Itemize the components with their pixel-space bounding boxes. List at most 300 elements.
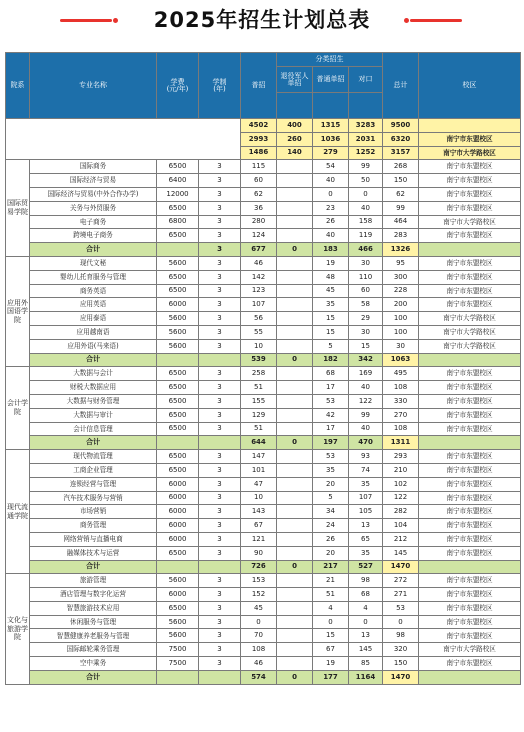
grand-total-campus: 南宁市大学路校区	[419, 146, 521, 160]
normal-single-count: 40	[313, 229, 349, 243]
study-years: 3	[199, 256, 241, 270]
table-row	[6, 519, 521, 533]
major-name: 应用外语(马来语)	[30, 339, 157, 353]
study-years: 3	[199, 643, 241, 657]
total-count: 283	[383, 229, 419, 243]
grand-total-veteran: 140	[277, 146, 313, 160]
general-count: 10	[241, 491, 277, 505]
general-count: 55	[241, 325, 277, 339]
campus-name: 南宁市东盟校区	[419, 284, 521, 298]
subtotal-normal-single: 182	[313, 353, 349, 367]
campus-name: 南宁市东盟校区	[419, 408, 521, 422]
normal-single-count: 19	[313, 657, 349, 671]
general-count: 143	[241, 505, 277, 519]
veteran-count	[277, 643, 313, 657]
general-count: 51	[241, 422, 277, 436]
tuition-fee: 6500	[157, 160, 199, 174]
table-row	[6, 643, 521, 657]
major-name: 跨境电子商务	[30, 229, 157, 243]
general-count: 45	[241, 601, 277, 615]
campus-name: 南宁市东盟校区	[419, 422, 521, 436]
table-row	[6, 615, 521, 629]
campus-name: 南宁市东盟校区	[419, 546, 521, 560]
table-row	[6, 284, 521, 298]
grand-total-campus: 南宁市东盟校区	[419, 132, 521, 146]
campus-name: 南宁市东盟校区	[419, 450, 521, 464]
counterpart-count: 158	[349, 215, 383, 229]
subtotal-campus	[419, 670, 521, 684]
tuition-fee: 6000	[157, 505, 199, 519]
campus-name: 南宁市东盟校区	[419, 381, 521, 395]
general-count: 129	[241, 408, 277, 422]
subtotal-normal-single: 217	[313, 560, 349, 574]
study-years: 3	[199, 629, 241, 643]
study-years: 3	[199, 367, 241, 381]
normal-single-count: 15	[313, 629, 349, 643]
major-name: 网络营销与直播电商	[30, 532, 157, 546]
header-counterpart: 对口	[349, 67, 383, 93]
header-general: 普招	[241, 53, 277, 119]
table-row	[6, 312, 521, 326]
table-row	[6, 394, 521, 408]
subtotal-campus	[419, 353, 521, 367]
veteran-count	[277, 187, 313, 201]
subtotal-years	[199, 560, 241, 574]
table-row	[6, 629, 521, 643]
normal-single-count: 53	[313, 450, 349, 464]
subtotal-veteran: 0	[277, 560, 313, 574]
general-count: 46	[241, 256, 277, 270]
table-row	[6, 367, 521, 381]
general-count: 155	[241, 394, 277, 408]
campus-name: 南宁市大学路校区	[419, 312, 521, 326]
total-count: 104	[383, 519, 419, 533]
table-row	[6, 381, 521, 395]
general-count: 153	[241, 574, 277, 588]
grand-total-total: 9500	[383, 119, 419, 133]
table-row	[6, 546, 521, 560]
normal-single-count: 19	[313, 256, 349, 270]
study-years: 3	[199, 298, 241, 312]
subtotal-counterpart: 527	[349, 560, 383, 574]
counterpart-count: 93	[349, 450, 383, 464]
subtotal-years: 3	[199, 243, 241, 257]
normal-single-count: 42	[313, 408, 349, 422]
major-name: 现代物流管理	[30, 450, 157, 464]
counterpart-count: 60	[349, 284, 383, 298]
major-name: 应用泰语	[30, 312, 157, 326]
table-row	[6, 174, 521, 188]
subtotal-campus	[419, 436, 521, 450]
subtotal-normal-single: 177	[313, 670, 349, 684]
campus-name: 南宁市东盟校区	[419, 588, 521, 602]
normal-single-count: 0	[313, 615, 349, 629]
subtotal-general: 726	[241, 560, 277, 574]
counterpart-count: 65	[349, 532, 383, 546]
subtotal-row	[6, 353, 521, 367]
header-veteran-spacer	[277, 93, 313, 119]
major-name: 大数据与会计	[30, 367, 157, 381]
tuition-fee: 5600	[157, 339, 199, 353]
counterpart-count: 13	[349, 629, 383, 643]
header-years: 学制 (年)	[199, 53, 241, 119]
veteran-count	[277, 270, 313, 284]
major-name: 融媒体技术与运营	[30, 546, 157, 560]
table-row	[6, 422, 521, 436]
normal-single-count: 35	[313, 298, 349, 312]
table-row	[6, 588, 521, 602]
study-years: 3	[199, 312, 241, 326]
study-years: 3	[199, 229, 241, 243]
counterpart-count: 4	[349, 601, 383, 615]
major-name: 旅游管理	[30, 574, 157, 588]
total-count: 293	[383, 450, 419, 464]
normal-single-count: 26	[313, 532, 349, 546]
normal-single-count: 20	[313, 546, 349, 560]
counterpart-count: 145	[349, 643, 383, 657]
veteran-count	[277, 381, 313, 395]
grand-total-total: 3157	[383, 146, 419, 160]
counterpart-count: 13	[349, 519, 383, 533]
veteran-count	[277, 367, 313, 381]
veteran-count	[277, 532, 313, 546]
veteran-count	[277, 546, 313, 560]
veteran-count	[277, 574, 313, 588]
general-count: 0	[241, 615, 277, 629]
general-count: 70	[241, 629, 277, 643]
general-count: 67	[241, 519, 277, 533]
counterpart-count: 35	[349, 477, 383, 491]
counterpart-count: 40	[349, 422, 383, 436]
total-count: 98	[383, 629, 419, 643]
table-row	[6, 256, 521, 270]
study-years: 3	[199, 422, 241, 436]
total-count: 150	[383, 174, 419, 188]
veteran-count	[277, 601, 313, 615]
major-name: 应用英语	[30, 298, 157, 312]
header-total: 总计	[383, 53, 419, 119]
campus-name: 南宁市东盟校区	[419, 629, 521, 643]
campus-name: 南宁市东盟校区	[419, 463, 521, 477]
subtotal-fee	[157, 670, 199, 684]
study-years: 3	[199, 394, 241, 408]
total-count: 95	[383, 256, 419, 270]
study-years: 3	[199, 463, 241, 477]
total-count: 228	[383, 284, 419, 298]
title-bar	[0, 4, 524, 34]
grand-total-normal-single: 279	[313, 146, 349, 160]
normal-single-count: 35	[313, 463, 349, 477]
normal-single-count: 40	[313, 174, 349, 188]
major-name: 工商企业管理	[30, 463, 157, 477]
campus-name: 南宁市东盟校区	[419, 477, 521, 491]
total-count: 300	[383, 270, 419, 284]
tuition-fee: 6000	[157, 491, 199, 505]
tuition-fee: 6000	[157, 519, 199, 533]
major-name: 智慧旅游技术应用	[30, 601, 157, 615]
counterpart-count: 35	[349, 546, 383, 560]
normal-single-count: 53	[313, 394, 349, 408]
header-counterpart-spacer	[349, 93, 383, 119]
veteran-count	[277, 201, 313, 215]
subtotal-general: 677	[241, 243, 277, 257]
major-name: 婴幼儿托育服务与管理	[30, 270, 157, 284]
counterpart-count: 40	[349, 201, 383, 215]
veteran-count	[277, 408, 313, 422]
veteran-count	[277, 215, 313, 229]
veteran-count	[277, 284, 313, 298]
counterpart-count: 58	[349, 298, 383, 312]
normal-single-count: 45	[313, 284, 349, 298]
grand-total-veteran: 400	[277, 119, 313, 133]
veteran-count	[277, 463, 313, 477]
table-row	[6, 408, 521, 422]
major-name: 应用越南语	[30, 325, 157, 339]
general-count: 90	[241, 546, 277, 560]
campus-name: 南宁市东盟校区	[419, 174, 521, 188]
tuition-fee: 6500	[157, 463, 199, 477]
major-name: 会计信息管理	[30, 422, 157, 436]
campus-name: 南宁市大学路校区	[419, 339, 521, 353]
normal-single-count: 54	[313, 160, 349, 174]
major-name: 酒店管理与数字化运营	[30, 588, 157, 602]
table-row	[6, 229, 521, 243]
counterpart-count: 50	[349, 174, 383, 188]
counterpart-count: 99	[349, 160, 383, 174]
grand-total-campus	[419, 119, 521, 133]
subtotal-label: 合计	[30, 436, 157, 450]
counterpart-count: 99	[349, 408, 383, 422]
tuition-fee: 7500	[157, 657, 199, 671]
study-years: 3	[199, 477, 241, 491]
general-count: 142	[241, 270, 277, 284]
veteran-count	[277, 174, 313, 188]
veteran-count	[277, 312, 313, 326]
subtotal-total: 1326	[383, 243, 419, 257]
tuition-fee: 5600	[157, 574, 199, 588]
general-count: 101	[241, 463, 277, 477]
study-years: 3	[199, 381, 241, 395]
study-years: 3	[199, 615, 241, 629]
dept-name: 文化与旅游学院	[6, 574, 30, 684]
subtotal-normal-single: 197	[313, 436, 349, 450]
veteran-count	[277, 657, 313, 671]
normal-single-count: 5	[313, 339, 349, 353]
veteran-count	[277, 629, 313, 643]
general-count: 62	[241, 187, 277, 201]
table-row	[6, 491, 521, 505]
counterpart-count: 169	[349, 367, 383, 381]
subtotal-total: 1063	[383, 353, 419, 367]
total-count: 108	[383, 422, 419, 436]
major-name: 市场营销	[30, 505, 157, 519]
grand-total-general: 4502	[241, 119, 277, 133]
tuition-fee: 5600	[157, 256, 199, 270]
grand-total-normal-single: 1036	[313, 132, 349, 146]
total-count: 150	[383, 657, 419, 671]
header-category-group: 分类招生	[277, 53, 383, 67]
header-fee: 学费 (元/年)	[157, 53, 199, 119]
counterpart-count: 15	[349, 339, 383, 353]
subtotal-label: 合计	[30, 353, 157, 367]
campus-name: 南宁市东盟校区	[419, 519, 521, 533]
veteran-count	[277, 160, 313, 174]
study-years: 3	[199, 201, 241, 215]
tuition-fee: 6000	[157, 532, 199, 546]
tuition-fee: 6500	[157, 546, 199, 560]
general-count: 258	[241, 367, 277, 381]
tuition-fee: 5600	[157, 312, 199, 326]
general-count: 10	[241, 339, 277, 353]
subtotal-years	[199, 436, 241, 450]
subtotal-total: 1311	[383, 436, 419, 450]
general-count: 47	[241, 477, 277, 491]
counterpart-count: 110	[349, 270, 383, 284]
major-name: 国际经济与贸易(中外合作办学)	[30, 187, 157, 201]
subtotal-veteran: 0	[277, 353, 313, 367]
counterpart-count: 0	[349, 187, 383, 201]
study-years: 3	[199, 491, 241, 505]
subtotal-general: 574	[241, 670, 277, 684]
veteran-count	[277, 519, 313, 533]
veteran-count	[277, 339, 313, 353]
grand-total-normal-single: 1315	[313, 119, 349, 133]
normal-single-count: 68	[313, 367, 349, 381]
tuition-fee: 6500	[157, 381, 199, 395]
tuition-fee: 6500	[157, 201, 199, 215]
major-name: 关务与外贸服务	[30, 201, 157, 215]
table-row	[6, 657, 521, 671]
subtotal-row	[6, 436, 521, 450]
total-count: 200	[383, 298, 419, 312]
total-count: 53	[383, 601, 419, 615]
normal-single-count: 67	[313, 643, 349, 657]
campus-name: 南宁市东盟校区	[419, 601, 521, 615]
study-years: 3	[199, 519, 241, 533]
header-veteran: 退役军人 单招	[277, 67, 313, 93]
subtotal-general: 539	[241, 353, 277, 367]
table-row	[6, 601, 521, 615]
tuition-fee: 6000	[157, 298, 199, 312]
total-count: 272	[383, 574, 419, 588]
general-count: 46	[241, 657, 277, 671]
table-row	[6, 325, 521, 339]
subtotal-fee	[157, 560, 199, 574]
veteran-count	[277, 422, 313, 436]
total-count: 320	[383, 643, 419, 657]
study-years: 3	[199, 215, 241, 229]
grand-total-counterpart: 2031	[349, 132, 383, 146]
total-count: 330	[383, 394, 419, 408]
general-count: 123	[241, 284, 277, 298]
total-count: 62	[383, 187, 419, 201]
counterpart-count: 0	[349, 615, 383, 629]
total-count: 108	[383, 381, 419, 395]
tuition-fee: 5600	[157, 629, 199, 643]
tuition-fee: 5600	[157, 615, 199, 629]
campus-name: 南宁市东盟校区	[419, 615, 521, 629]
table-row	[6, 215, 521, 229]
general-count: 60	[241, 174, 277, 188]
veteran-count	[277, 229, 313, 243]
subtotal-row	[6, 243, 521, 257]
title-decoration-right	[410, 19, 462, 22]
general-count: 108	[241, 643, 277, 657]
total-count: 495	[383, 367, 419, 381]
study-years: 3	[199, 339, 241, 353]
subtotal-counterpart: 470	[349, 436, 383, 450]
campus-name: 南宁市东盟校区	[419, 505, 521, 519]
counterpart-count: 40	[349, 381, 383, 395]
major-name: 国际邮轮乘务管理	[30, 643, 157, 657]
dept-name: 国际贸易学院	[6, 160, 30, 257]
study-years: 3	[199, 601, 241, 615]
general-count: 115	[241, 160, 277, 174]
veteran-count	[277, 450, 313, 464]
subtotal-veteran: 0	[277, 436, 313, 450]
study-years: 3	[199, 532, 241, 546]
normal-single-count: 15	[313, 312, 349, 326]
total-count: 145	[383, 546, 419, 560]
counterpart-count: 30	[349, 256, 383, 270]
grand-total-spacer	[6, 119, 241, 160]
subtotal-normal-single: 183	[313, 243, 349, 257]
total-count: 212	[383, 532, 419, 546]
normal-single-count: 24	[313, 519, 349, 533]
campus-name: 南宁市东盟校区	[419, 532, 521, 546]
veteran-count	[277, 394, 313, 408]
tuition-fee: 6500	[157, 270, 199, 284]
counterpart-count: 107	[349, 491, 383, 505]
enrollment-plan-table	[5, 52, 521, 685]
total-count: 271	[383, 588, 419, 602]
general-count: 51	[241, 381, 277, 395]
table-row	[6, 201, 521, 215]
table-row	[6, 160, 521, 174]
counterpart-count: 29	[349, 312, 383, 326]
subtotal-total: 1470	[383, 560, 419, 574]
counterpart-count: 119	[349, 229, 383, 243]
table-row	[6, 450, 521, 464]
normal-single-count: 20	[313, 477, 349, 491]
veteran-count	[277, 615, 313, 629]
counterpart-count: 68	[349, 588, 383, 602]
counterpart-count: 98	[349, 574, 383, 588]
general-count: 147	[241, 450, 277, 464]
campus-name: 南宁市东盟校区	[419, 187, 521, 201]
study-years: 3	[199, 505, 241, 519]
major-name: 空中乘务	[30, 657, 157, 671]
normal-single-count: 17	[313, 381, 349, 395]
total-count: 210	[383, 463, 419, 477]
subtotal-counterpart: 342	[349, 353, 383, 367]
study-years: 3	[199, 546, 241, 560]
campus-name: 南宁市东盟校区	[419, 201, 521, 215]
total-count: 102	[383, 477, 419, 491]
normal-single-count: 5	[313, 491, 349, 505]
subtotal-years	[199, 353, 241, 367]
major-name: 大数据与审计	[30, 408, 157, 422]
tuition-fee: 6500	[157, 394, 199, 408]
study-years: 3	[199, 408, 241, 422]
campus-name: 南宁市东盟校区	[419, 270, 521, 284]
subtotal-row	[6, 670, 521, 684]
subtotal-label: 合计	[30, 243, 157, 257]
total-count: 122	[383, 491, 419, 505]
veteran-count	[277, 256, 313, 270]
total-count: 268	[383, 160, 419, 174]
campus-name: 南宁市东盟校区	[419, 367, 521, 381]
